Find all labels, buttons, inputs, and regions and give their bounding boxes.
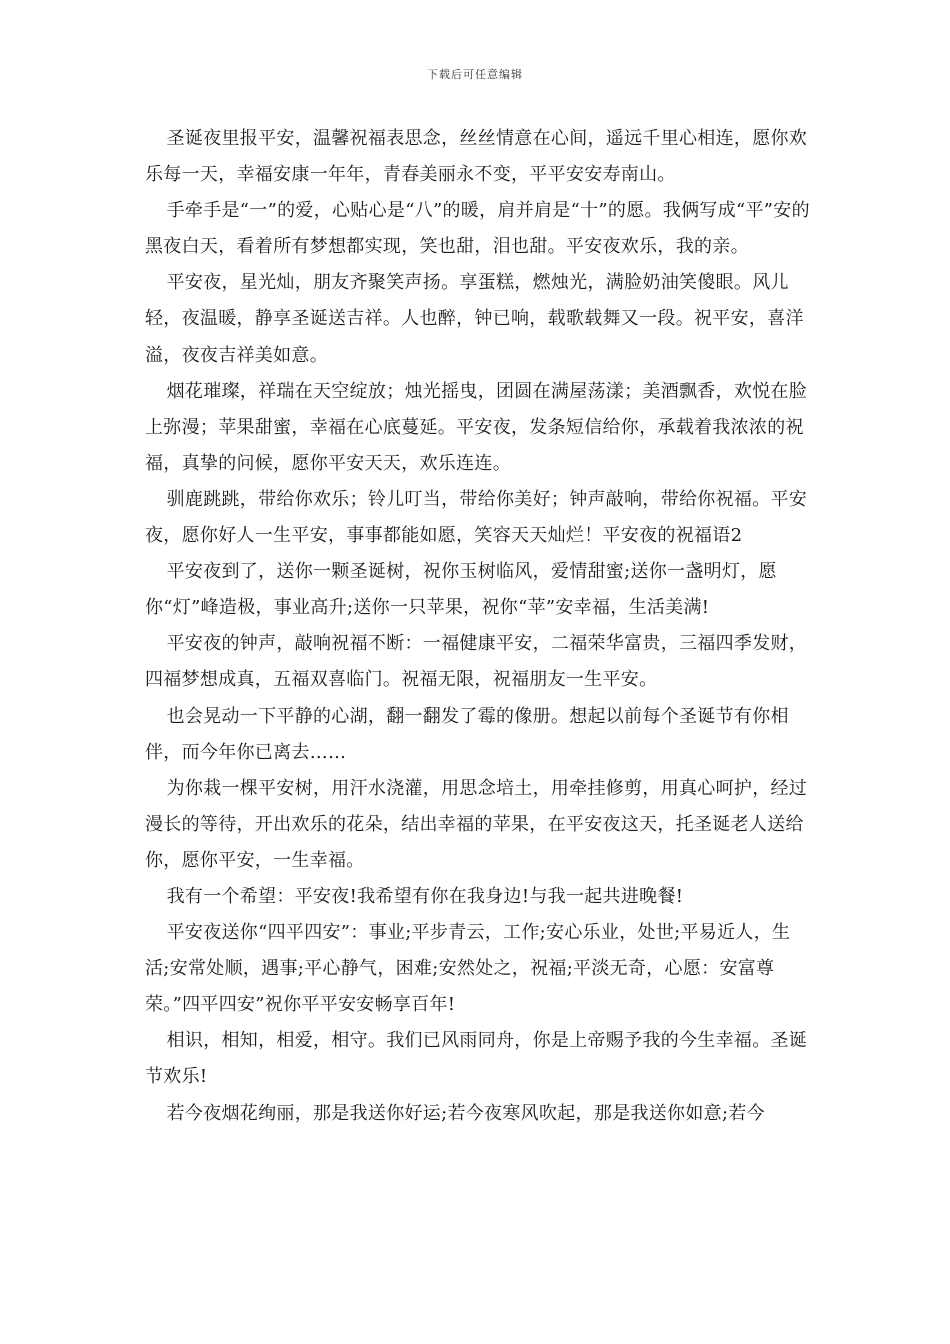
document-body	[145, 121, 810, 1132]
paragraph: 我有一个希望：平安夜!我希望有你在我身边!与我一起共进晚餐!	[166, 885, 684, 907]
paragraph: 平安夜的钟声，敲响祝福不断：一福健康平安，二福荣华富贵，三福四季发财，四福梦想成真，五福双喜临门。祝福无限，祝福朋友一生平安。	[145, 633, 808, 691]
page-header: 下载后可任意编辑	[427, 68, 523, 81]
paragraph: 为你栽一棵平安树，用汗水浇灌，用思念培土，用牵挂修剪，用真心呵护，经过漫长的等待，开出欢乐的花朵，结出幸福的苹果，在平安夜这天，托圣诞老人送给你，愿你平安，一生幸福。	[145, 777, 808, 871]
paragraph: 手牵手是“一”的爱，心贴心是“八”的暖，肩并肩是“十”的愿。我俩写成“平”安的黑夜白天，看着所有梦想都实现，笑也甜，泪也甜。平安夜欢乐，我的亲。	[145, 200, 810, 258]
paragraph: 平安夜，星光灿，朋友齐聚笑声扬。享蛋糕，燃烛光，满脸奶油笑傻眼。风儿轻，夜温暖，静享圣诞送吉祥。人也醉，钟已响，载歌载舞又一段。祝平安，喜洋溢，夜夜吉祥美如意。	[145, 272, 804, 366]
paragraph: 圣诞夜里报平安，温馨祝福表思念，丝丝情意在心间，遥远千里心相连，愿你欢乐每一天，幸福安康一年年，青春美丽永不变，平平安安寿南山。	[145, 128, 808, 186]
paragraph: 相识，相知，相爱，相守。我们已风雨同舟，你是上帝赐予我的今生幸福。圣诞节欢乐!	[145, 1030, 808, 1088]
paragraph: 若今夜烟花绚丽，那是我送你好运;若今夜寒风吹起，那是我送你如意;若今	[166, 1102, 765, 1124]
paragraph: 平安夜送你“四平四安”：事业;平步青云，工作;安心乐业，处世;平易近人，生活;安常处顺，遇事;平心静气，困难;安然处之，祝福;平淡无奇，心愿：安富尊荣。”四平四安”祝你平平安安畅享百年!	[145, 922, 791, 1016]
paragraph: 烟花璀璨，祥瑞在天空绽放；烛光摇曳，团圆在满屋荡漾；美酒飘香，欢悦在脸上弥漫；苹果甜蜜，幸福在心底蔓延。平安夜，发条短信给你，承载着我浓浓的祝福，真挚的问候，愿你平安天天，欢乐连连。	[145, 380, 808, 474]
paragraph: 驯鹿跳跳，带给你欢乐；铃儿叮当，带给你美好；钟声敲响，带给你祝福。平安夜，愿你好人一生平安，事事都能如愿，笑容天天灿烂！平安夜的祝福语2	[145, 488, 808, 547]
paragraph: 平安夜到了，送你一颗圣诞树，祝你玉树临风，爱情甜蜜;送你一盏明灯，愿你“灯”峰造极，事业高升;送你一只苹果，祝你“苹”安幸福，生活美满!	[145, 561, 777, 619]
paragraph: 也会晃动一下平静的心湖，翻一翻发了霉的像册。想起以前每个圣诞节有你相伴，而今年你已离去……	[145, 705, 789, 763]
